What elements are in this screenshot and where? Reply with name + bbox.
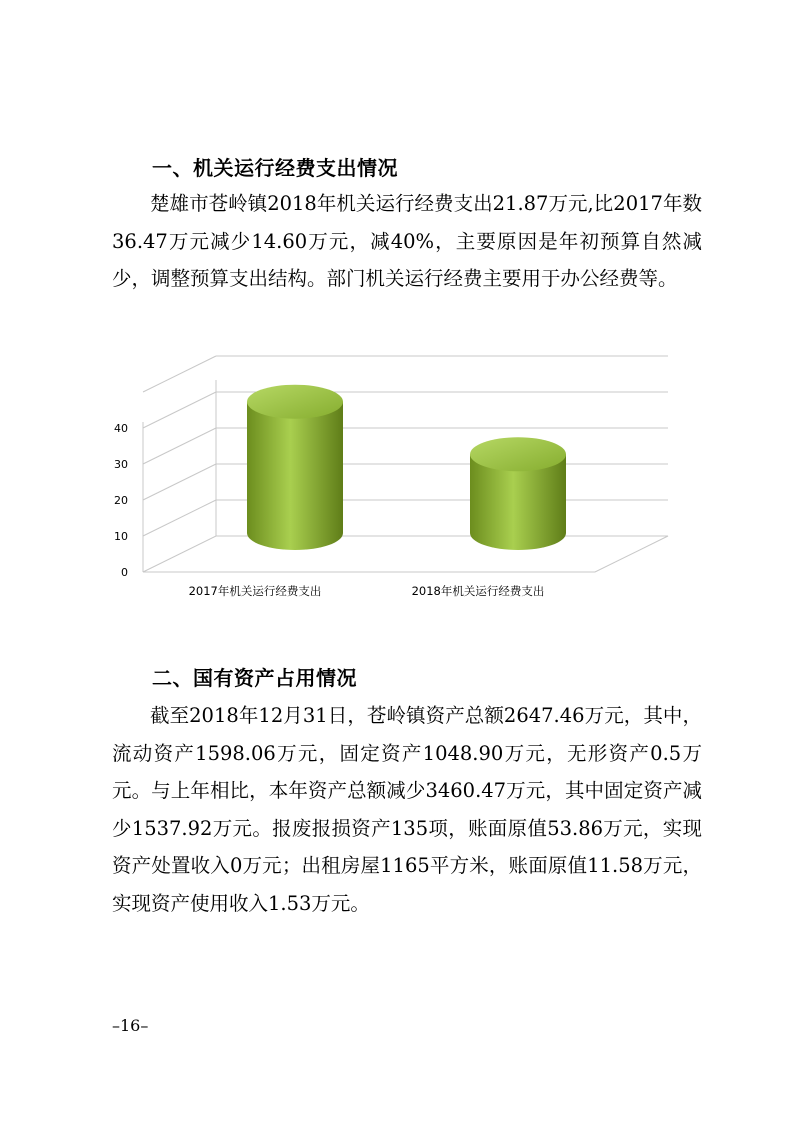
y-tick-label: 30 bbox=[114, 458, 128, 471]
y-tick-label: 20 bbox=[114, 494, 128, 507]
bar-body bbox=[247, 402, 343, 550]
bar-1 bbox=[247, 385, 343, 550]
section2-heading: 二、国有资产占用情况 bbox=[152, 666, 357, 690]
section1-heading: 一、机关运行经费支出情况 bbox=[152, 156, 398, 180]
bar-top bbox=[247, 385, 343, 419]
chart-grid bbox=[143, 356, 668, 572]
y-tick-label: 10 bbox=[114, 530, 128, 543]
y-tick-label: 0 bbox=[121, 566, 128, 579]
x-category-label: 2017年机关运行经费支出 bbox=[188, 584, 322, 598]
x-axis-categories bbox=[189, 584, 545, 598]
bar-top bbox=[470, 437, 566, 471]
y-axis-ticks bbox=[114, 422, 128, 579]
bar-2 bbox=[470, 437, 566, 550]
y-tick-label: 40 bbox=[114, 422, 128, 435]
section1-paragraph: 楚雄市苍岭镇2018年机关运行经费支出21.87万元,比2017年数36.47万元减少14.60万元，减40%，主要原因是年初预算自然减少，调整预算支出结构。部门机关运行经费主要用于办公经费等。 bbox=[112, 192, 702, 290]
expense-bar-chart bbox=[108, 355, 678, 605]
x-category-label: 2018年机关运行经费支出 bbox=[411, 584, 545, 598]
chart-bars bbox=[247, 385, 566, 550]
page-number: –16– bbox=[112, 1016, 149, 1035]
section2-paragraph: 截至2018年12月31日，苍岭镇资产总额2647.46万元，其中，流动资产1598.06万元，固定资产1048.90万元，无形资产0.5万元。与上年相比，本年资产总额减少3460.47万元，其中固定资产减少1537.92万元。报废报损资产135项，账面原值53.86万元，实现资产处置收入0万元；出租房屋1165平方米，账面原值11.58万元，实现资产使用收入1.53万元。 bbox=[112, 704, 702, 915]
